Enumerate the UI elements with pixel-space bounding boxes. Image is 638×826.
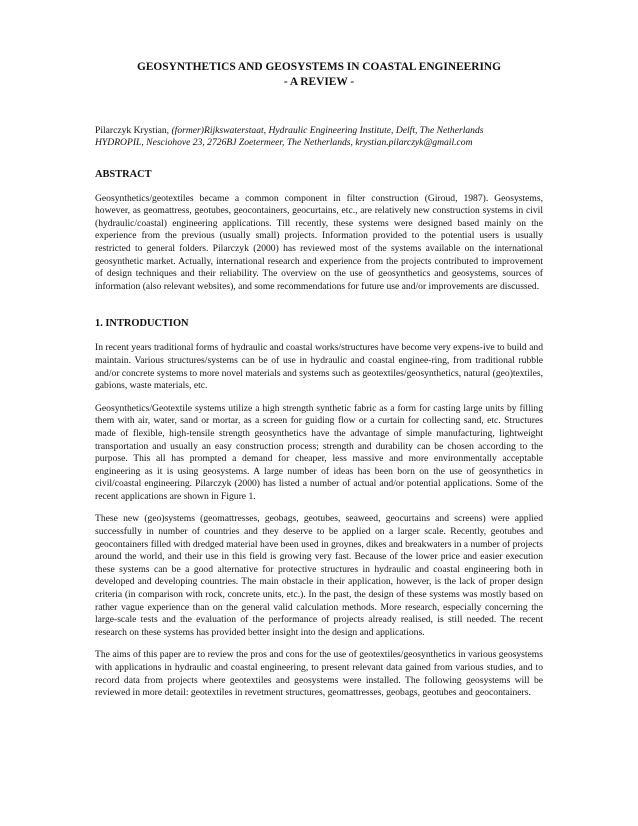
intro-paragraph-1: In recent years traditional forms of hydraulic and coastal works/structures have become very expens-ive to build and maintain. Various structures/systems can be of use in hydraulic and coastal enginee-ring, from traditional rubble and/or concrete systems to more novel materials and systems such as geotextiles/geosynthetics, natural (geo)textiles, gabions, waste materials, etc. [95,342,543,392]
author-affiliation-line-1: (former)Rijkswaterstaat, Hydraulic Engineering Institute, Delft, The Netherlands [171,125,484,136]
abstract-heading: ABSTRACT [95,168,152,180]
author-block [95,125,543,150]
intro-paragraph-4: The aims of this paper are to review the pros and cons for the use of geotextiles/geosynthetics in various geosystems with applications in hydraulic and coastal engineering, to present relevant data gained from various studies, and to record data from projects where geotextiles and geosystems were installed. The following geosystems will be reviewed in more detail: geotextiles in revetment structures, geomattresses, geobags, geotubes and geocontainers. [95,649,543,699]
author-affiliation-line-2: HYDROPIL, Nesciohove 23, 2726BJ Zoetermeer, The Netherlands, krystian.pilarczyk@gmail.com [95,137,473,149]
abstract-text: Geosynthetics/geotextiles became a common component in filter construction (Giroud, 1987). Geosystems, however, as geomattress, geotubes, geocontainers, geocurtains, etc., are relatively new construction systems in civil (hydraulic/coastal) engineering applications. Till recently, these systems were designed based mainly on the experience from the previous (usually small) projects. Information provided to the potential users is usually restricted to general folders. Pilarczyk (2000) has reviewed most of the systems available on the international geosynthetic market. Actually, international research and experience from the projects contributed to improvement of design techniques and their reliability. The overview on the use of geosynthetics and geosystems, sources of information (also relevant websites), and some recommendations for future use and/or improvements are discussed. [95,192,543,292]
author-name: Pilarczyk Krystian, [95,125,172,136]
title-line-2: - A REVIEW - [283,75,355,88]
title-line-1: GEOSYNTHETICS AND GEOSYSTEMS IN COASTAL ENGINEERING [136,61,502,73]
paper-title [95,60,543,89]
introduction-heading: 1. INTRODUCTION [95,318,189,330]
intro-paragraph-2: Geosynthetics/Geotextile systems utilize a high strength synthetic fabric as a form for casting large units by filling them with air, water, sand or mortar, as a screen for guiding flow or a curtain for collecting sand, etc. Structures made of flexible, high-tensile strength geosynthetics have the advantage of simple manufacturing, lightweight transportation and usually an easy construction process; strength and durability can be chosen according to the purpose. This all has prompted a demand for cheaper, less massive and more environmentally acceptable engineering as it is using geosystems. A large number of ideas has been born on the use of geosynthetics in civil/coastal engineering. Pilarczyk (2000) has listed a number of actual and/or potential applications. Some of the recent applications are shown in Figure 1. [95,402,543,502]
paper-page [95,60,543,700]
intro-paragraph-3: These new (geo)systems (geomattresses, geobags, geotubes, seaweed, geocurtains and screens) were applied successfully in number of countries and they deserve to be applied on a larger scale. Recently, geotubes and geocontainers filled with dredged material have been used in groynes, dikes and breakwaters in a number of projects around the world, and their use in this field is growing very fast. Because of the lower price and easier execution these systems can be a good alternative for protective structures in hydraulic and coastal engineering both in developed and developing countries. The main obstacle in their application, however, is the lack of proper design criteria (in comparison with rock, concrete units, etc.). In the past, the design of these systems was mostly based on rather vague experience than on the general valid calculation methods. More research, especially concerning the large-scale tests and the evaluation of the performance of projects already realised, is still needed. The recent research on these systems has provided better insight into the design and applications. [95,513,543,638]
